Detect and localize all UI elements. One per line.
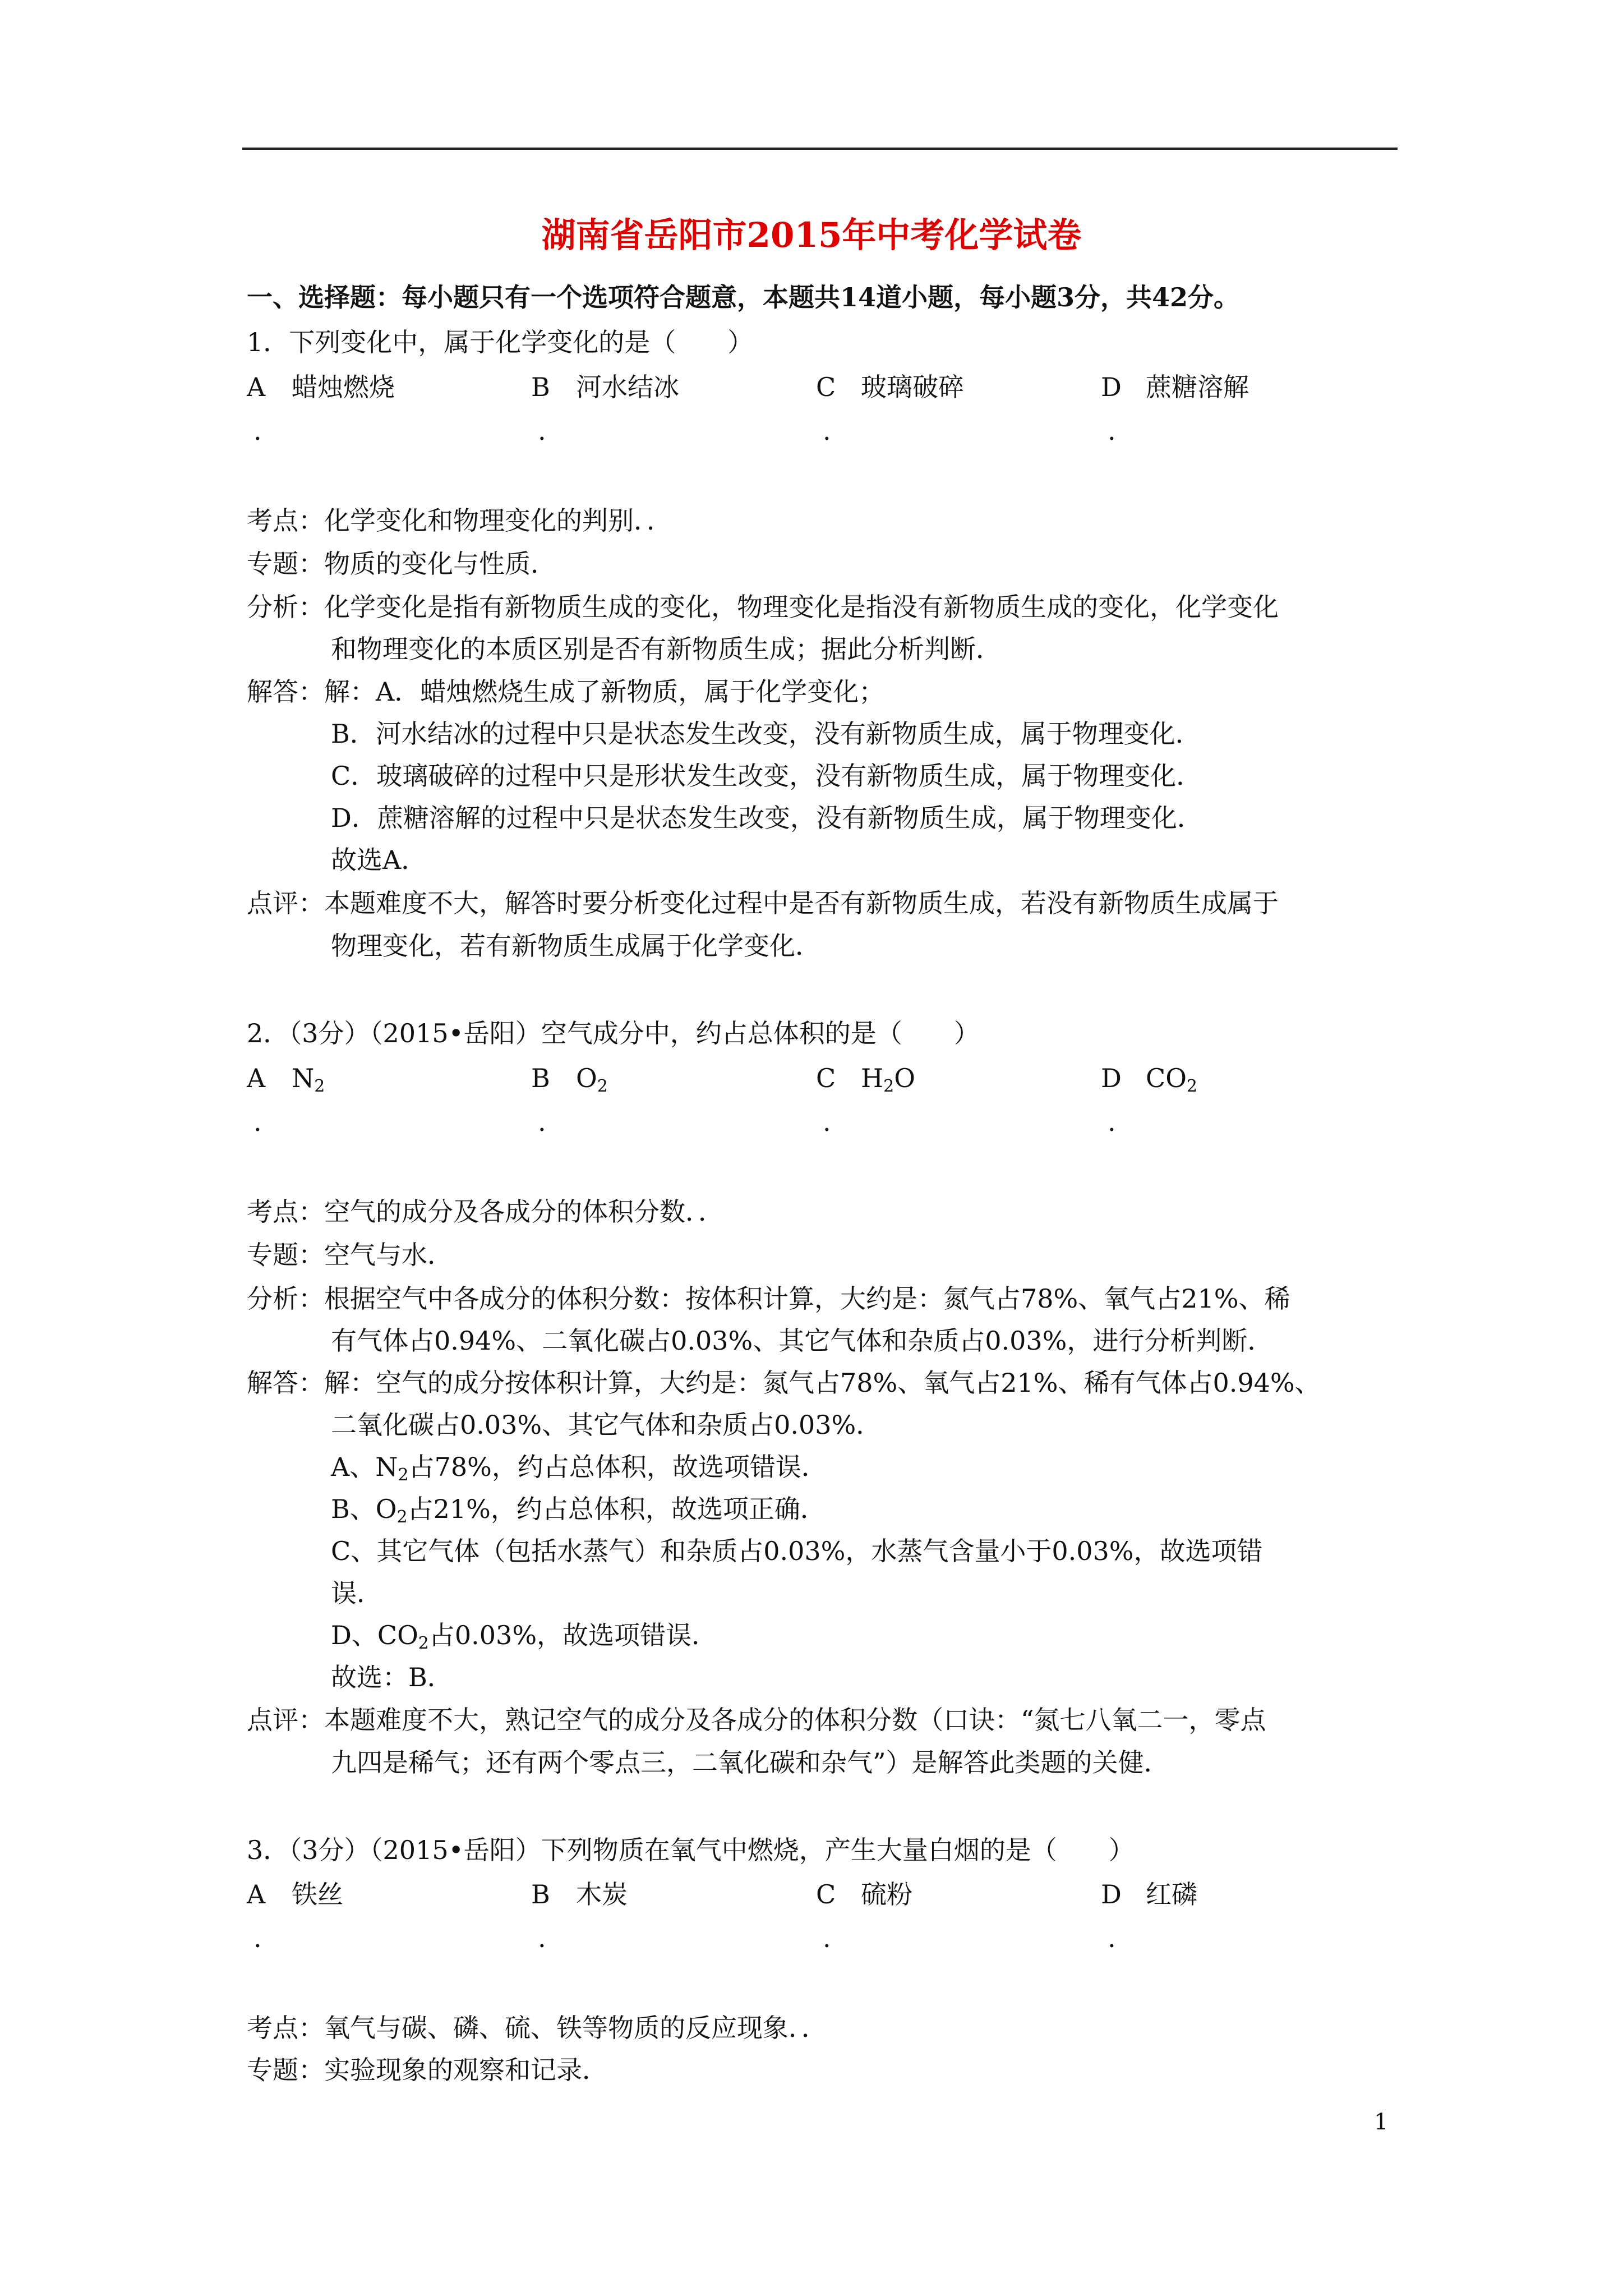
q1-fenxi-line2: 和物理变化的本质区别是否有新物质生成；据此分析判断． [331, 634, 1002, 664]
q2-jieda-line1: 解答：解：空气的成分按体积计算，大约是：氮气占78%、氧气占21%、稀有气体占0.94%、 [247, 1368, 1321, 1398]
q1-jieda-line5: 故选A． [331, 845, 427, 875]
q3-option-b: B 木炭 [531, 1879, 628, 1910]
q1-option-c: C 玻璃破碎 [816, 372, 964, 402]
q1-jieda-line3: C．玻璃破碎的过程中只是形状发生改变，没有新物质生成，属于物理变化． [331, 761, 1202, 791]
q1-option-b-dot: . [538, 416, 546, 446]
q2-jieda-option-c-line1: C、其它气体（包括水蒸气）和杂质占0.03%，水蒸气含量小于0.03%，故选项错 [331, 1536, 1263, 1566]
q2-zhuanti: 专题：空气与水． [247, 1240, 453, 1270]
q2-option-a: A $N_2$ [247, 1063, 325, 1096]
q3-option-a: A 铁丝 [247, 1879, 343, 1910]
q3-option-b-dot: . [538, 1923, 546, 1953]
section-heading: 一、选择题：每小题只有一个选项符合题意，本题共14道小题，每小题3分，共42分。 [247, 282, 1240, 312]
q3-kaodian: 考点：氧气与碳、磷、硫、铁等物质的反应现象．． [247, 2013, 827, 2043]
q2-jieda-option-d: D、$CO_2$占0.03%，故选项错误． [331, 1620, 718, 1653]
q2-option-d-dot: . [1108, 1107, 1116, 1137]
q2-jieda-option-b: B、$O_2$占21%，约占总体积，故选项正确． [331, 1494, 826, 1527]
q3-option-d-dot: . [1108, 1923, 1116, 1953]
q2-jieda-option-a: A、$N_2$占78%，约占总体积，故选项错误． [331, 1452, 827, 1485]
page-number: 1 [1374, 2109, 1389, 2135]
q2-option-b: B $O_2$ [531, 1063, 608, 1096]
q2-jieda-option-c-line2: 误． [331, 1578, 382, 1608]
q2-stem: 2．（3分）（2015•岳阳）空气成分中，约占总体积的是（ ） [247, 1018, 980, 1048]
q1-dianping-line2: 物理变化，若有新物质生成属于化学变化． [331, 931, 821, 961]
q2-fenxi-line1: 分析：根据空气中各成分的体积分数：按体积计算，大约是：氮气占78%、氧气占21%、稀 [247, 1283, 1290, 1314]
q1-jieda-line4: D．蔗糖溶解的过程中只是状态发生改变，没有新物质生成，属于物理变化． [331, 803, 1203, 833]
q1-option-c-dot: . [823, 416, 831, 446]
exam-title: 湖南省岳阳市2015年中考化学试卷 [541, 215, 1082, 255]
q2-dianping-line2: 九四是稀气；还有两个零点三，二氧化碳和杂气”）是解答此类题的关健． [331, 1747, 1170, 1778]
q1-option-d-dot: . [1108, 416, 1116, 446]
q2-jieda-end: 故选：B． [331, 1662, 453, 1692]
q2-jieda-line2: 二氧化碳占0.03%、其它气体和杂质占0.03%． [331, 1410, 882, 1440]
q3-zhuanti: 专题：实验现象的观察和记录． [247, 2055, 608, 2085]
q1-stem: 1．下列变化中，属于化学变化的是（ ） [247, 327, 754, 357]
q1-jieda-line1: 解答：解：A．蜡烛燃烧生成了新物质，属于化学变化； [247, 677, 885, 707]
q2-option-b-dot: . [538, 1107, 546, 1137]
q2-option-d: D $CO_2$ [1101, 1063, 1198, 1096]
q1-fenxi-line1: 分析：化学变化是指有新物质生成的变化，物理变化是指没有新物质生成的变化，化学变化 [247, 592, 1279, 622]
q1-zhuanti: 专题：物质的变化与性质． [247, 549, 556, 579]
header-rule [242, 148, 1398, 150]
q2-kaodian: 考点：空气的成分及各成分的体积分数．． [247, 1197, 724, 1227]
q1-kaodian: 考点：化学变化和物理变化的判别．． [247, 505, 672, 536]
q3-option-c-dot: . [823, 1923, 831, 1953]
q2-fenxi-line2: 有气体占0.94%、二氧化碳占0.03%、其它气体和杂质占0.03%，进行分析判断． [331, 1326, 1274, 1356]
q3-option-c: C 硫粉 [816, 1879, 912, 1910]
q1-jieda-line2: B．河水结冰的过程中只是状态发生改变，没有新物质生成，属于物理变化． [331, 719, 1201, 749]
q2-option-c: C $H_2O$ [816, 1063, 915, 1096]
q2-option-c-dot: . [823, 1107, 831, 1137]
q1-option-a: A 蜡烛燃烧 [247, 372, 395, 402]
q2-dianping-line1: 点评：本题难度不大，熟记空气的成分及各成分的体积分数（口诀：“氮七八氧二一，零点 [247, 1705, 1266, 1735]
q3-option-a-dot: . [253, 1923, 262, 1953]
q1-option-d: D 蔗糖溶解 [1101, 372, 1249, 402]
q1-option-b: B 河水结冰 [531, 372, 679, 402]
q1-option-a-dot: . [253, 416, 262, 446]
q3-option-d: D 红磷 [1101, 1879, 1197, 1910]
q2-option-a-dot: . [253, 1107, 262, 1137]
q3-stem: 3．（3分）（2015•岳阳）下列物质在氧气中燃烧，产生大量白烟的是（ ） [247, 1835, 1135, 1865]
q1-dianping-line1: 点评：本题难度不大，解答时要分析变化过程中是否有新物质生成，若没有新物质生成属于 [247, 888, 1279, 918]
